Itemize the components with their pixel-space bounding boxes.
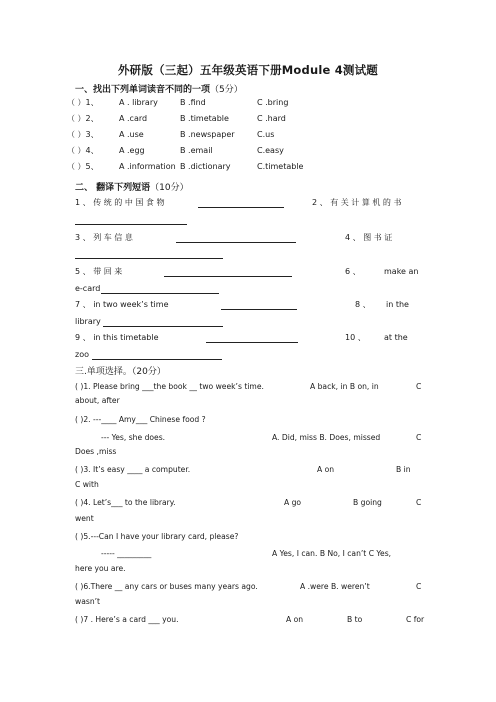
q6-option-c: C bbox=[416, 582, 422, 591]
q7-stem: ( )7 . Here’s a card ___ you. bbox=[75, 615, 179, 624]
answer-line[interactable] bbox=[92, 359, 222, 360]
s2-item-7: 7 、 in two week’s time bbox=[75, 300, 169, 309]
section1-heading: 一、找出下列单词读音不同的一项（5分） bbox=[75, 85, 243, 95]
s2-item-9: 9 、 in this timetable bbox=[75, 333, 159, 342]
s2-item-1: 1 、 传 统 的 中 国 食 物 bbox=[75, 198, 165, 207]
s2-item-6-text: make an bbox=[384, 267, 419, 276]
s2-item-6-cont: e-card bbox=[75, 284, 101, 293]
answer-line[interactable] bbox=[221, 309, 297, 310]
q3-wrap: C with bbox=[75, 480, 99, 489]
q5-options: A Yes, I can. B No, I can’t C Yes, bbox=[272, 549, 392, 558]
answer-line[interactable] bbox=[206, 342, 298, 343]
q2-stem: ( )2. ---____ Amy___ Chinese food ? bbox=[75, 415, 206, 424]
s2-item-3: 3 、 列 车 信 息 bbox=[75, 233, 133, 242]
q7-option-c: C for bbox=[406, 615, 425, 624]
s2-item-4: 4 、 图 书 证 bbox=[345, 233, 393, 242]
answer-line[interactable] bbox=[101, 293, 219, 294]
s2-item-2: 2 、 有 关 计 算 机 的 书 bbox=[312, 198, 402, 207]
answer-line[interactable] bbox=[164, 276, 292, 277]
answer-line[interactable] bbox=[75, 224, 187, 225]
q1-wrap: about, after bbox=[75, 396, 120, 405]
s2-item-8: 8 、 bbox=[355, 300, 371, 309]
answer-line[interactable] bbox=[198, 207, 284, 208]
q4-wrap: went bbox=[75, 514, 94, 523]
s2-item-6: 6 、 bbox=[345, 267, 361, 276]
q3-option-b: B in bbox=[396, 465, 411, 474]
q6-wrap: wasn’t bbox=[75, 597, 101, 606]
q2-wrap: Does ,miss bbox=[75, 447, 117, 456]
answer-line[interactable] bbox=[176, 242, 296, 243]
q7-option-b: B to bbox=[347, 615, 363, 624]
answer-line[interactable] bbox=[75, 258, 223, 259]
q6-options: A .were B. weren’t bbox=[300, 582, 370, 591]
q4-option-a: A go bbox=[284, 498, 302, 507]
s2-item-5: 5 、 带 回 来 bbox=[75, 267, 123, 276]
s2-item-10: 10 、 bbox=[345, 333, 366, 342]
q6-stem: ( )6.There __ any cars or buses many years ago. bbox=[75, 582, 258, 591]
s2-item-8-text: in the bbox=[386, 300, 409, 309]
q2-line2: --- Yes, she does. bbox=[101, 433, 166, 442]
q1-options: A back, in B on, in bbox=[310, 382, 379, 391]
s2-item-10-text: at the bbox=[384, 333, 408, 342]
s2-item-8-cont: library bbox=[75, 317, 101, 326]
q3-option-a: A on bbox=[317, 465, 335, 474]
page-title: 外研版（三起）五年级英语下册Module 4测试题 bbox=[117, 63, 378, 77]
section3-heading: 三.单项选择。（20分） bbox=[75, 367, 166, 377]
q1-option-c: C bbox=[416, 382, 422, 391]
q4-option-b: B going bbox=[353, 498, 382, 507]
q2-options: A. Did, miss B. Does, missed bbox=[272, 433, 381, 442]
q5-stem: ( )5.---Can I have your library card, please? bbox=[75, 532, 239, 541]
q4-stem: ( )4. Let’s___ to the library. bbox=[75, 498, 176, 507]
q3-stem: ( )3. It’s easy ____ a computer. bbox=[75, 465, 191, 474]
answer-line[interactable] bbox=[103, 326, 223, 327]
section2-heading: 二、 翻译下列短语（10分） bbox=[75, 183, 189, 193]
worksheet-page: 外研版（三起）五年级英语下册Module 4测试题 一、找出下列单词读音不同的一项（5分） （ ）1、 A . library B .find C .bring （ ）2、 A .card B .timetable C .hard （ ）3、 A .use B .newspaper C.us （ ）4、 A .egg B .email C.easy （ ）5、 A .information B .dictionary C.timetable 二、 翻译下列短语（10分） 1 、 传 统 的 中 国 食 物 2 、 有 关 计 算 机 的 书 3 、 列 车 信 息 4 、 图 书 证 5 、 带 回 来 6 、 make an e-card 7 、 in two week’s time 8 、 in the library 9 、 in this timetable 10 、 at the zoo 三.单项选择。（20分） ( )1. Please bring ___the book __ two week’s time. A back, in B on, in C about, after ( )2. ---____ Amy___ Chinese food ? --- Yes, she does. A. Did, miss B. Does, missed C Does ,miss ( )3. It’s easy ____ a computer. A on B in C with ( )4. Let’s___ to the library. A go B going C went ( )5.---Can I have your library card, please? ----- _________ A Yes, I can. B No, I can’t C Yes, here you are. ( )6.There __ any cars or buses many years ago. A .were B. weren’t C wasn’t ( )7 . Here’s a card ___ you. A on B to C for bbox=[0, 0, 496, 702]
q7-option-a: A on bbox=[286, 615, 304, 624]
q4-option-c: C bbox=[416, 498, 422, 507]
q5-line2: ----- _________ bbox=[101, 549, 152, 558]
q2-option-c: C bbox=[416, 433, 422, 442]
s2-item-10-cont: zoo bbox=[75, 350, 89, 359]
q1-stem: ( )1. Please bring ___the book __ two week’s time. bbox=[75, 382, 264, 391]
q5-wrap: here you are. bbox=[75, 564, 126, 573]
